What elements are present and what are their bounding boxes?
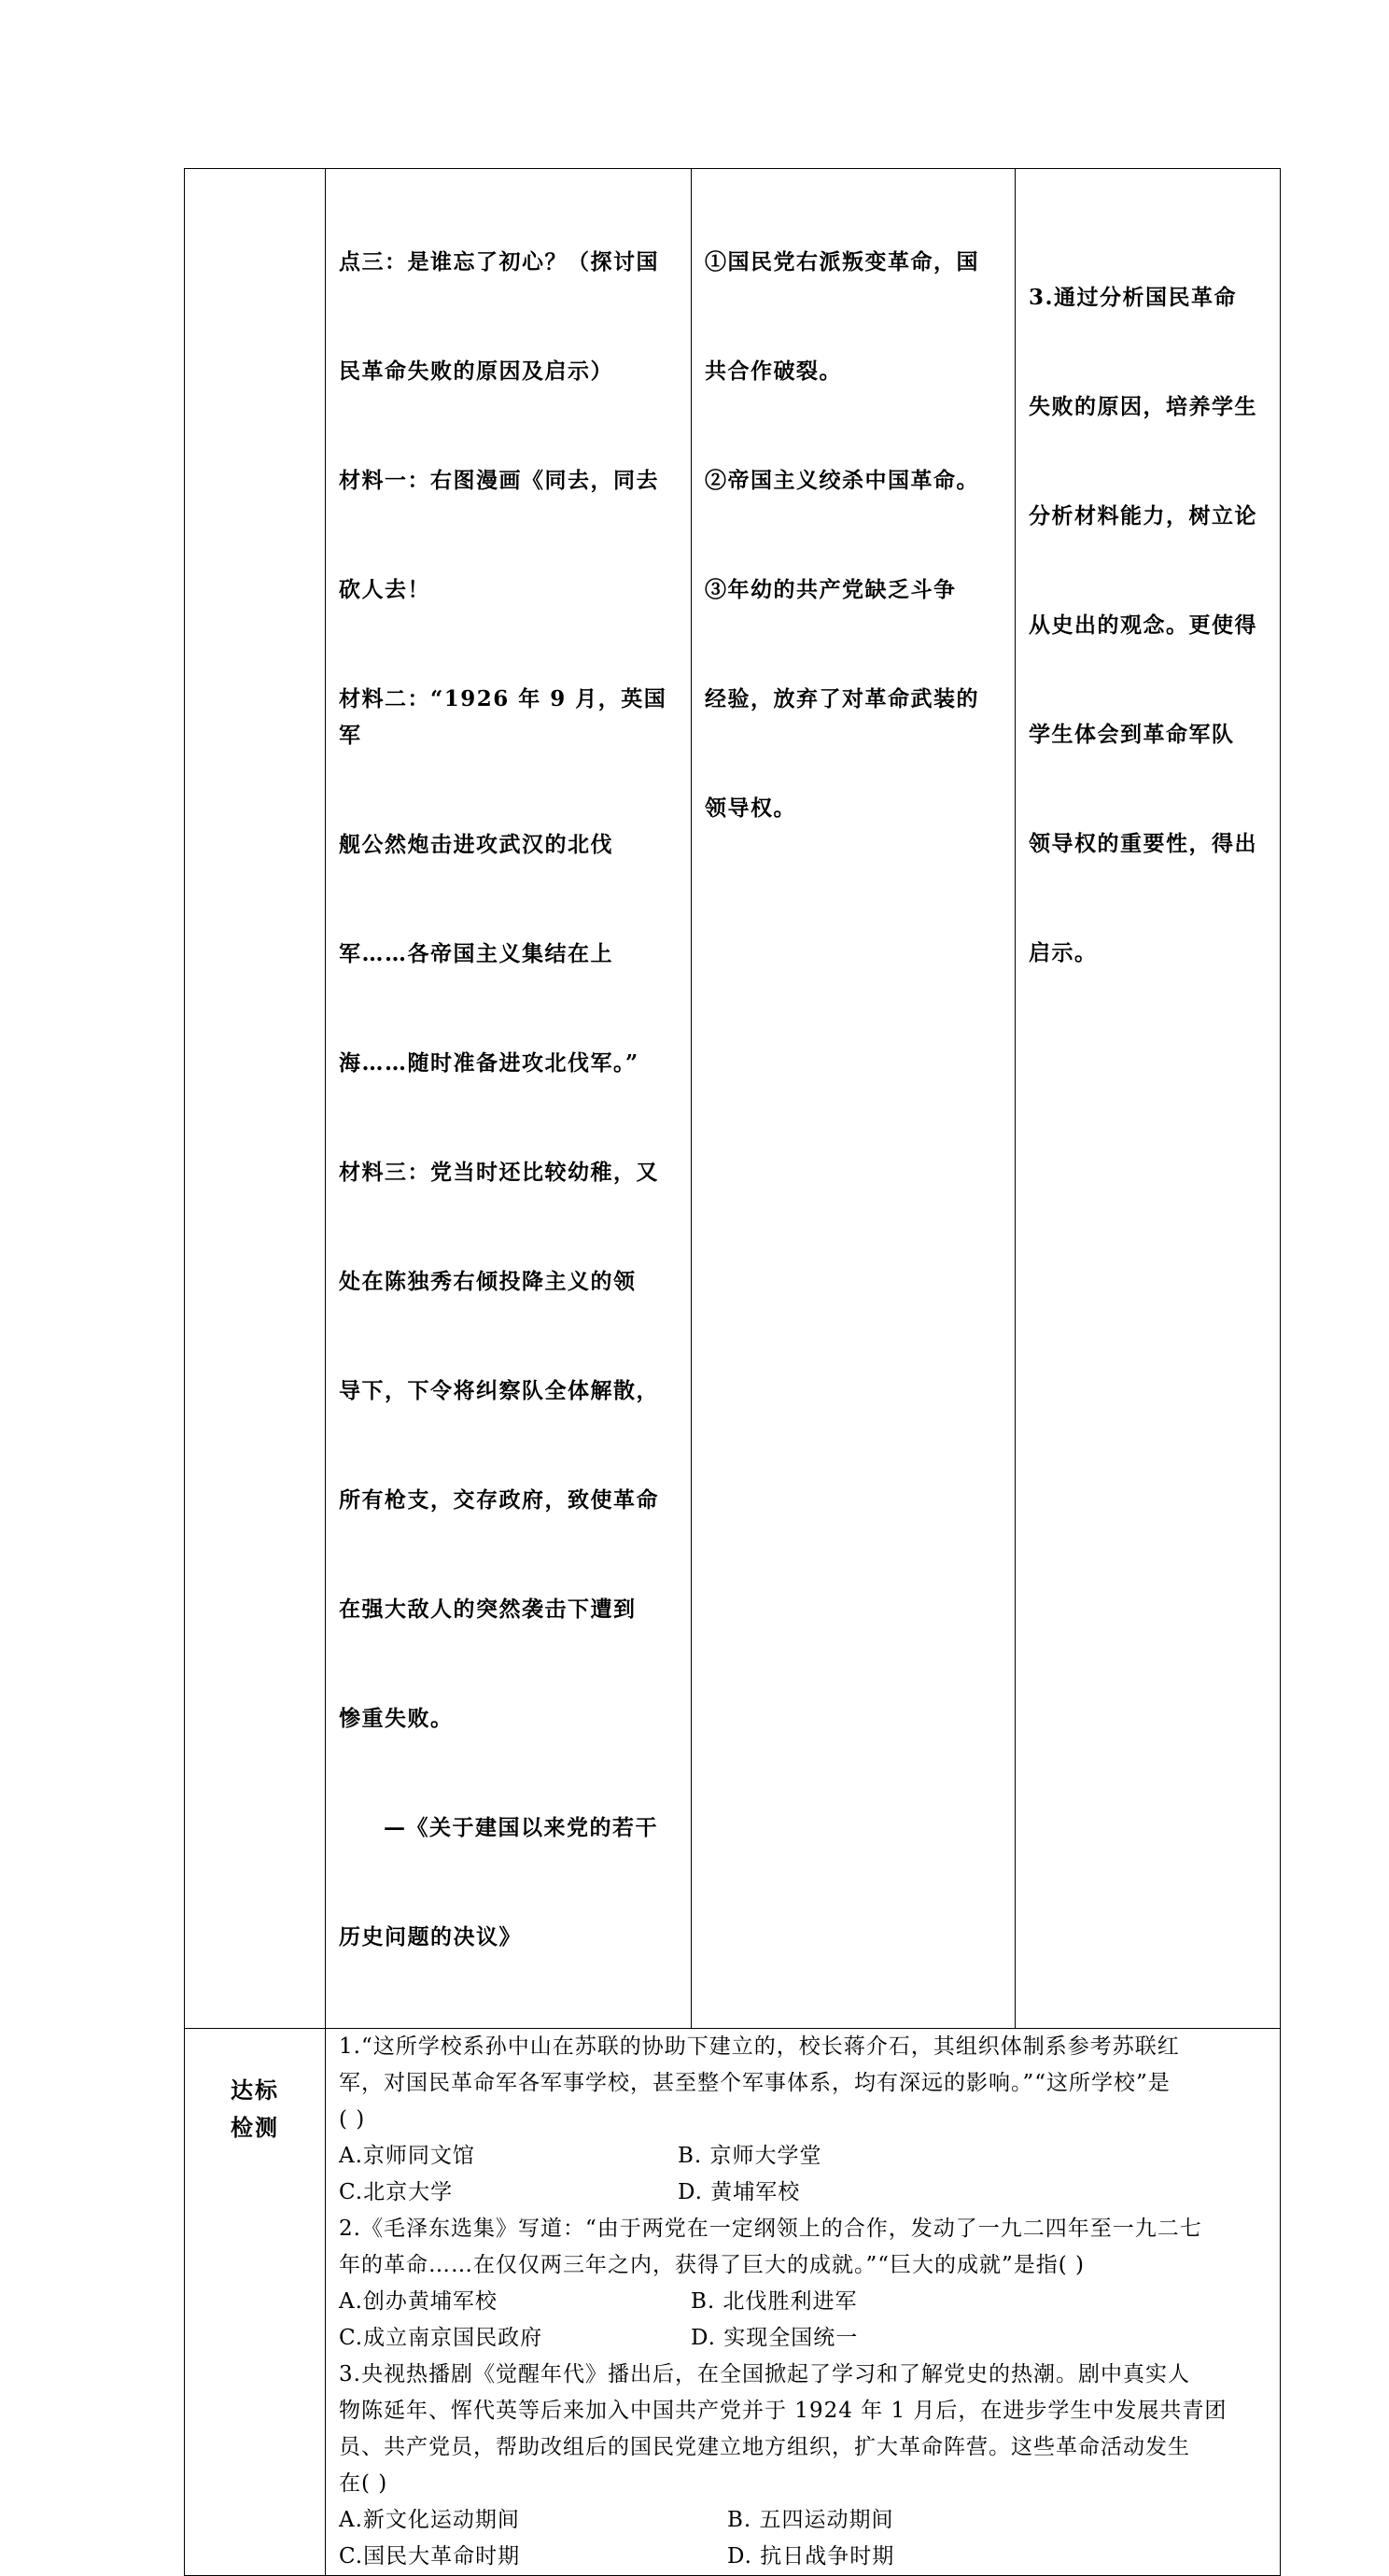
question-3-options <box>339 2502 1270 2539</box>
empty-label-cell <box>185 169 326 2029</box>
text-line: 材料三：党当时还比较幼稚，又 <box>339 1160 659 1185</box>
text-line: ①国民党右派叛变革命，国 <box>705 249 979 274</box>
question-3-line: 员、共产党员，帮助改组后的国民党建立地方组织，扩大革命阵营。这些革命活动发生 <box>339 2435 1190 2459</box>
option-b: B. 北伐胜利进军 <box>691 2289 858 2314</box>
text-line: ②帝国主义绞杀中国革命。 <box>705 468 979 493</box>
objective-text <box>1016 204 1280 1044</box>
option-c: C.北京大学 <box>339 2180 454 2204</box>
text-line: 启示。 <box>1029 940 1098 965</box>
question-2-options <box>339 2284 1270 2320</box>
question-1-line: 军，对国民革命军各军事学校，甚至整个军事体系，均有深远的影响。”“这所学校”是 <box>339 2071 1171 2095</box>
table-row <box>185 169 1281 2029</box>
text-line: 领导权。 <box>705 795 796 821</box>
analysis-cell <box>692 169 1016 2029</box>
text-line: 军……各帝国主义集结在上 <box>339 941 613 966</box>
quiz-content <box>326 2029 1280 2575</box>
text-line: 砍人去！ <box>339 577 430 602</box>
text-line: 海……随时准备进攻北伐军。” <box>339 1050 639 1076</box>
table-row <box>185 2029 1281 2576</box>
question-1-options <box>339 2138 1270 2175</box>
text-line: 导下，下令将纠察队全体解散， <box>339 1378 659 1403</box>
analysis-text <box>692 169 1015 899</box>
text-line: 学生体会到革命军队 <box>1029 722 1235 747</box>
question-3-line: 物陈延年、恽代英等后来加入中国共产党并于 1924 年 1 月后，在进步学生中发展共青团 <box>339 2399 1228 2423</box>
question-2-line: 年的革命……在仅仅两三年之内，获得了巨大的成就。”“巨大的成就”是指( ) <box>339 2253 1086 2277</box>
text-line: 所有枪支，交存政府，致使革命 <box>339 1487 659 1513</box>
option-a: A.创办黄埔军校 <box>339 2289 498 2314</box>
option-d: D. 黄埔军校 <box>678 2180 801 2204</box>
text-line: 从史出的观念。更使得 <box>1029 612 1257 638</box>
question-3-line: 在( ) <box>339 2471 388 2496</box>
option-a: A.京师同文馆 <box>339 2144 475 2168</box>
text-line: 领导权的重要性，得出 <box>1029 831 1257 856</box>
quiz-cell <box>326 2029 1281 2576</box>
question-3-line: 3.央视热播剧《觉醒年代》播出后，在全国掀起了学习和了解党史的热潮。剧中真实人 <box>339 2362 1190 2386</box>
question-3-options <box>339 2539 1270 2575</box>
option-d: D. 抗日战争时期 <box>727 2544 895 2569</box>
text-line: 舰公然炮击进攻武汉的北伐 <box>339 832 613 857</box>
text-line: ③年幼的共产党缺乏斗争 <box>705 577 957 602</box>
option-c: C.成立南京国民政府 <box>339 2326 543 2350</box>
option-a: A.新文化运动期间 <box>339 2508 520 2532</box>
question-2-options <box>339 2320 1270 2357</box>
section-label: 达标 检测 <box>231 2076 279 2141</box>
question-1-line: ( ) <box>339 2107 366 2132</box>
text-line: 失败的原因，培养学生 <box>1029 394 1257 419</box>
text-line: 材料一：右图漫画《同去，同去 <box>339 468 659 493</box>
option-c: C.国民大革命时期 <box>339 2544 521 2569</box>
objective-cell <box>1016 169 1281 2029</box>
text-line: 处在陈独秀右倾投降主义的领 <box>339 1269 637 1294</box>
text-line: 惨重失败。 <box>339 1706 454 1731</box>
question-1-options <box>339 2175 1270 2211</box>
option-b: B. 五四运动期间 <box>727 2508 894 2532</box>
text-line: 分析材料能力，树立论 <box>1029 503 1257 528</box>
text-line: 3.通过分析国民革命 <box>1029 285 1238 310</box>
source-citation: 历史问题的决议》 <box>339 1924 522 1950</box>
text-line: 经验，放弃了对革命武装的 <box>705 686 979 711</box>
lesson-plan-table <box>184 168 1281 2576</box>
source-citation: —《关于建国以来党的若干 <box>384 1815 658 1840</box>
text-line: 在强大敌人的突然袭击下遭到 <box>339 1597 637 1622</box>
section-label-cell <box>185 2029 326 2576</box>
text-line: 民革命失败的原因及启示） <box>339 359 613 384</box>
text-line: 点三：是谁忘了初心？（探讨国 <box>339 249 659 274</box>
material-text <box>326 169 691 2028</box>
question-2-line: 2.《毛泽东选集》写道：“由于两党在一定纲领上的合作，发动了一九二四年至一九二七 <box>339 2217 1202 2241</box>
text-line: 共合作破裂。 <box>705 359 842 384</box>
option-b: B. 京师大学堂 <box>678 2144 822 2168</box>
option-d: D. 实现全国统一 <box>691 2326 859 2350</box>
text-line: 材料二：“1926 年 9 月，英国军 <box>339 686 667 748</box>
material-cell <box>326 169 692 2029</box>
question-1-line: 1.“这所学校系孙中山在苏联的协助下建立的，校长蒋介石，其组织体制系参考苏联红 <box>339 2034 1180 2059</box>
